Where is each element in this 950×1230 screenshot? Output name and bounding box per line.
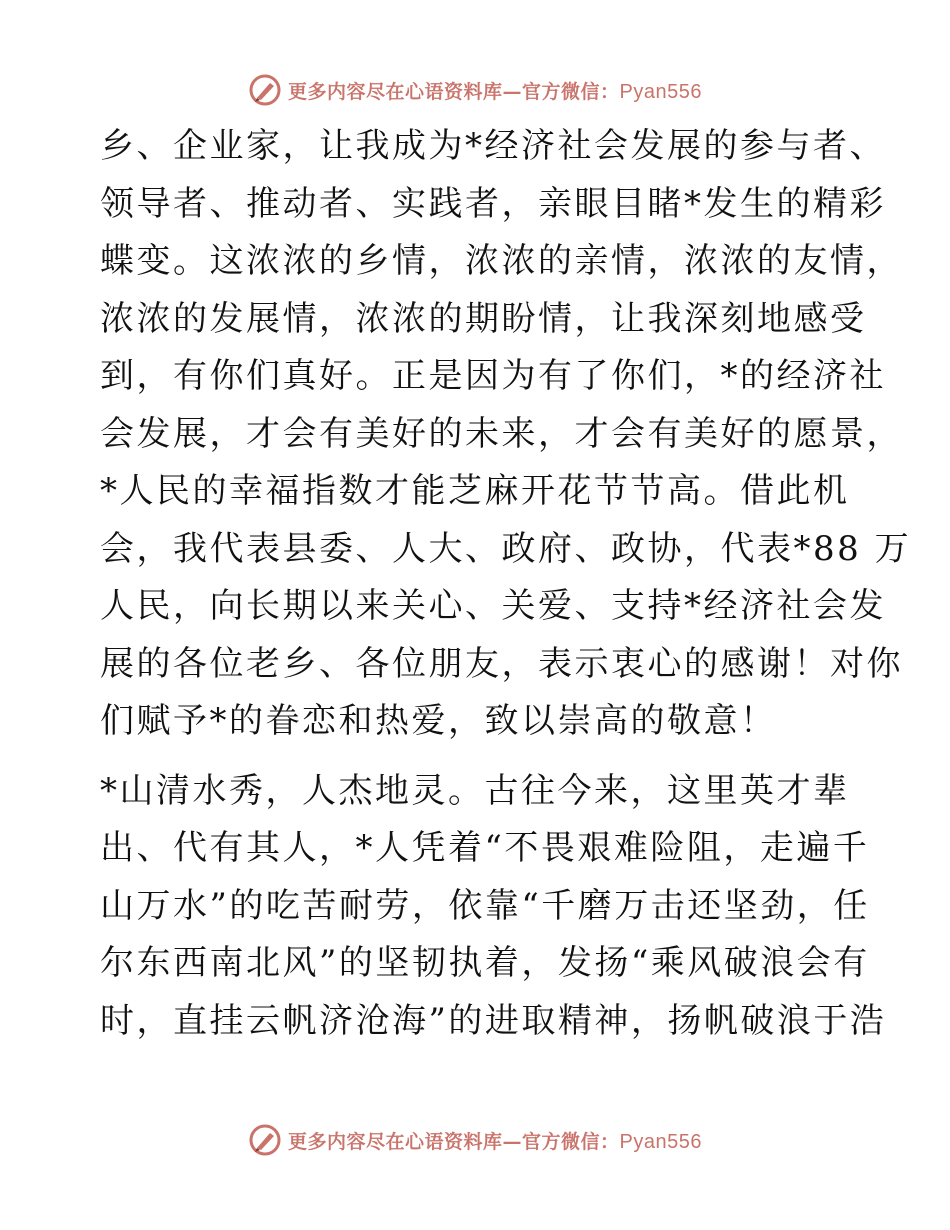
text-line: 们赋予*的眷恋和热爱，致以崇高的敬意！ [100, 701, 777, 741]
text-line: 山万水”的吃苦耐劳，依靠“千磨万击还坚劲，任 [100, 885, 870, 926]
text-line: 展的各位老乡、各位朋友，表示衷心的感谢！对你 [100, 643, 903, 684]
watermark-text: 更多内容尽在心语资料库—官方微信：Pyan556 [288, 1130, 702, 1153]
text-line: 到，有你们真好。正是因为有了你们，*的经济社 [100, 356, 886, 396]
text-line: *山清水秀，人杰地灵。古往今来，这里英才辈 [100, 770, 850, 811]
text-line: 蝶变。这浓浓的乡情，浓浓的亲情，浓浓的友情， [100, 241, 903, 281]
text-line: *人民的幸福指数才能芝麻开花节节高。借此机 [100, 471, 850, 511]
footer-watermark [0, 1120, 950, 1160]
text-line: 人民，向长期以来关心、关爱、支持*经济社会发 [100, 586, 886, 626]
text-line: 浓浓的发展情，浓浓的期盼情，让我深刻地感受 [100, 298, 867, 339]
document-body [100, 118, 912, 1050]
text-line: 会发展，才会有美好的未来，才会有美好的愿景， [100, 413, 903, 454]
text-line: 领导者、推动者、实践者，亲眼目睹*发生的精彩 [100, 183, 886, 224]
watermark-text: 更多内容尽在心语资料库—官方微信：Pyan556 [288, 80, 702, 103]
text-line: 乡、企业家，让我成为*经济社会发展的参与者、 [100, 126, 886, 166]
text-line: 会，我代表县委、人大、政府、政协，代表*88 万 [100, 528, 912, 569]
text-line: 出、代有其人，*人凭着“不畏艰难险阻，走遍千 [100, 828, 870, 868]
pen-logo-icon [248, 73, 282, 107]
pen-logo-icon [248, 1123, 282, 1157]
text-line: 尔东西南北风”的坚韧执着，发扬“乘风破浪会有 [100, 943, 870, 983]
paragraph [100, 763, 887, 1051]
header-watermark [0, 70, 950, 110]
paragraph-spacer [100, 751, 860, 763]
paragraph [100, 118, 912, 751]
text-line: 时，直挂云帆济沧海”的进取精神，扬帆破浪于浩 [100, 1000, 887, 1041]
